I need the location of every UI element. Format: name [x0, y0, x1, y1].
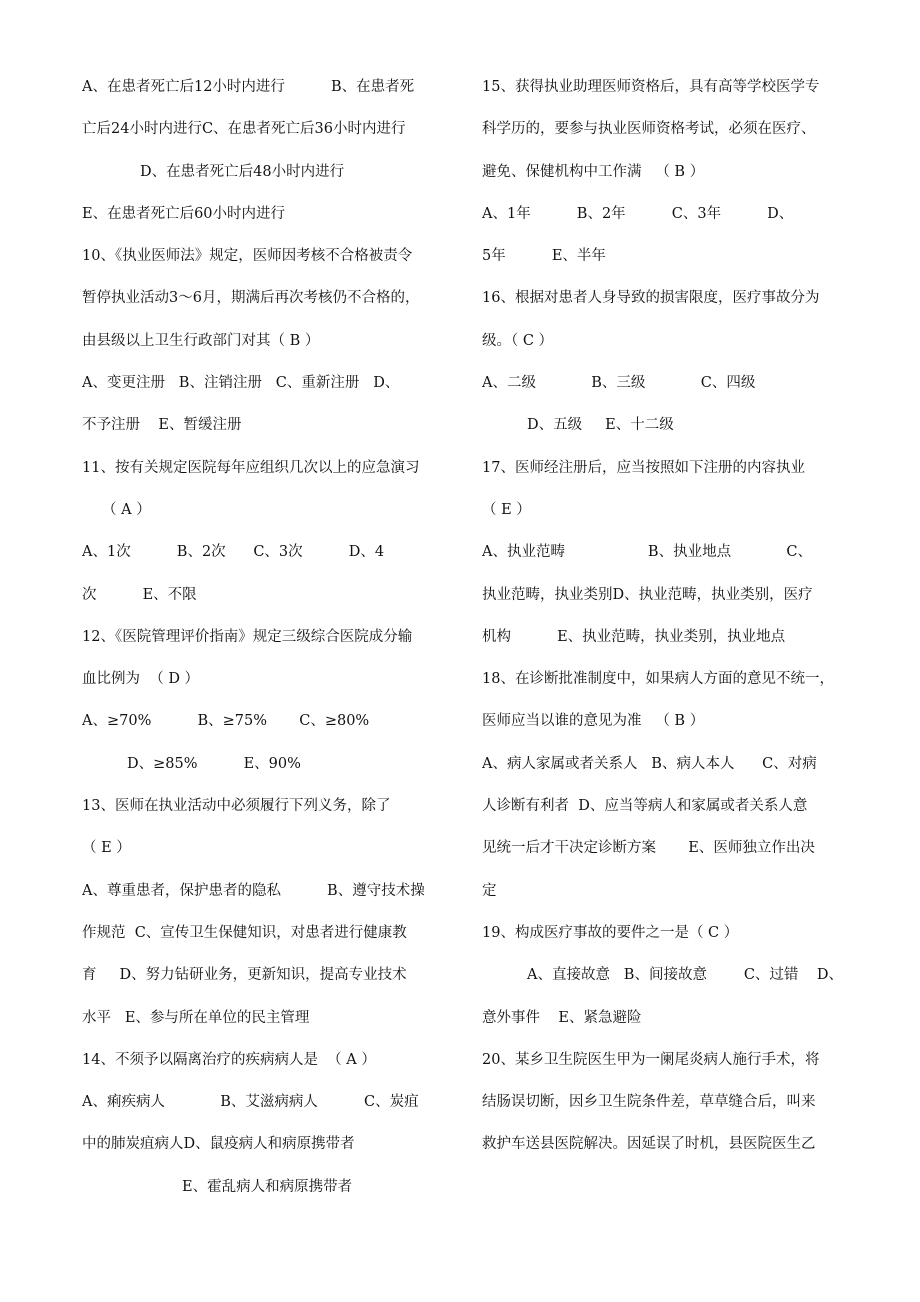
question-19: 19、构成医疗事故的要件之一是（ C ） [482, 924, 739, 941]
text-line: A、1年 B、2年 C、3年 D、 [482, 205, 794, 222]
text-line: E、霍乱病人和病原携带者 [182, 1178, 353, 1195]
question-15: 15、获得执业助理医师资格后，具有高等学校医学专 [482, 79, 820, 95]
text-line: 不予注册 E、暂缓注册 [82, 417, 242, 434]
question-18: 18、在诊断批准制度中，如果病人方面的意见不统一， [482, 671, 834, 688]
text-line: 作规范 C、宣传卫生保健知识，对患者进行健康教 [82, 924, 407, 941]
text-line: 亡后24小时内进行C、在患者死亡后36小时内进行 [82, 121, 406, 138]
question-11: 11、按有关规定医院每年应组织几次以上的应急演习 [82, 459, 420, 476]
question-17: 17、医师经注册后，应当按照如下注册的内容执业 [482, 459, 805, 476]
text-line: 避免、保健机构中工作满 （ B ） [482, 163, 705, 180]
text-line: 结肠误切断，因乡卫生院条件差，草草缝合后，叫来 [482, 1094, 816, 1111]
text-line: 人诊断有利者 D、应当等病人和家属或者关系人意 [482, 798, 808, 815]
text-line: 中的肺炭疽病人D、鼠疫病人和病原携带者 [82, 1136, 355, 1153]
text-line: 科学历的，要参与执业医师资格考试，必须在医疗、 [482, 121, 816, 138]
text-line: （ E ） [482, 501, 531, 518]
text-line: 执业范畴，执业类别D、执业范畴，执业类别，医疗 [482, 586, 813, 603]
question-12: 12、《医院管理评价指南》规定三级综合医院成分输 [82, 628, 413, 645]
question-14: 14、不须予以隔离治疗的疾病病人是 （ A ） [82, 1051, 376, 1068]
text-line: D、≥85% E、90% [127, 755, 301, 772]
text-line: A、1次 B、2次 C、3次 D、4 [82, 544, 385, 561]
text-line: A、痢疾病人 B、艾滋病病人 C、炭疽 [82, 1094, 419, 1111]
text-line: 暂停执业活动3～6月，期满后再次考核仍不合格的， [82, 290, 420, 307]
text-line: 定 [482, 882, 497, 899]
text-line: 次 E、不限 [82, 586, 197, 603]
text-line: 级。（ C ） [482, 332, 554, 349]
text-line: 水平 E、参与所在单位的民主管理 [82, 1009, 310, 1026]
text-line: E、在患者死亡后60小时内进行 [82, 205, 286, 222]
left-column [82, 66, 457, 1208]
text-line: A、执业范畴 B、执业地点 C、 [482, 544, 812, 561]
text-line: D、五级 E、十二级 [527, 417, 674, 434]
text-line: 意外事件 E、紧急避险 [482, 1009, 642, 1026]
text-line: （ A ） [102, 501, 151, 518]
text-line: A、≥70% B、≥75% C、≥80% [82, 713, 370, 730]
question-10: 10、《执业医师法》规定，医师因考核不合格被责令 [82, 248, 413, 265]
text-line: （ E ） [82, 840, 131, 857]
question-16: 16、根据对患者人身导致的损害限度，医疗事故分为 [482, 290, 820, 307]
text-line: D、在患者死亡后48小时内进行 [140, 163, 345, 180]
text-line: A、在患者死亡后12小时内进行 B、在患者死 [82, 79, 415, 95]
text-line: 机构 E、执业范畴，执业类别，执业地点 [482, 628, 786, 645]
text-line: 救护车送县医院解决。因延误了时机，县医院医生乙 [482, 1136, 816, 1153]
text-line: 血比例为 （ D ） [82, 671, 200, 688]
text-line: 5年 E、半年 [482, 248, 606, 265]
text-line: A、尊重患者，保护患者的隐私 B、遵守技术操 [82, 882, 425, 899]
text-line: 见统一后才干决定诊断方案 E、医师独立作出决 [482, 840, 815, 857]
text-line: A、直接故意 B、间接故意 C、过错 D、 [527, 967, 843, 984]
right-column [482, 66, 854, 1166]
text-line: A、二级 B、三级 C、四级 [482, 375, 756, 392]
text-line: A、病人家属或者关系人 B、病人本人 C、对病 [482, 755, 817, 772]
question-20: 20、某乡卫生院医生甲为一阑尾炎病人施行手术，将 [482, 1051, 820, 1068]
text-line: 由县级以上卫生行政部门对其（ B ） [82, 332, 320, 349]
question-13: 13、医师在执业活动中必须履行下列义务，除了 [82, 798, 391, 815]
text-line: 育 D、努力钻研业务，更新知识，提高专业技术 [82, 967, 407, 984]
text-line: A、变更注册 B、注销注册 C、重新注册 D、 [82, 375, 400, 392]
text-line: 医师应当以谁的意见为准 （ B ） [482, 713, 705, 730]
